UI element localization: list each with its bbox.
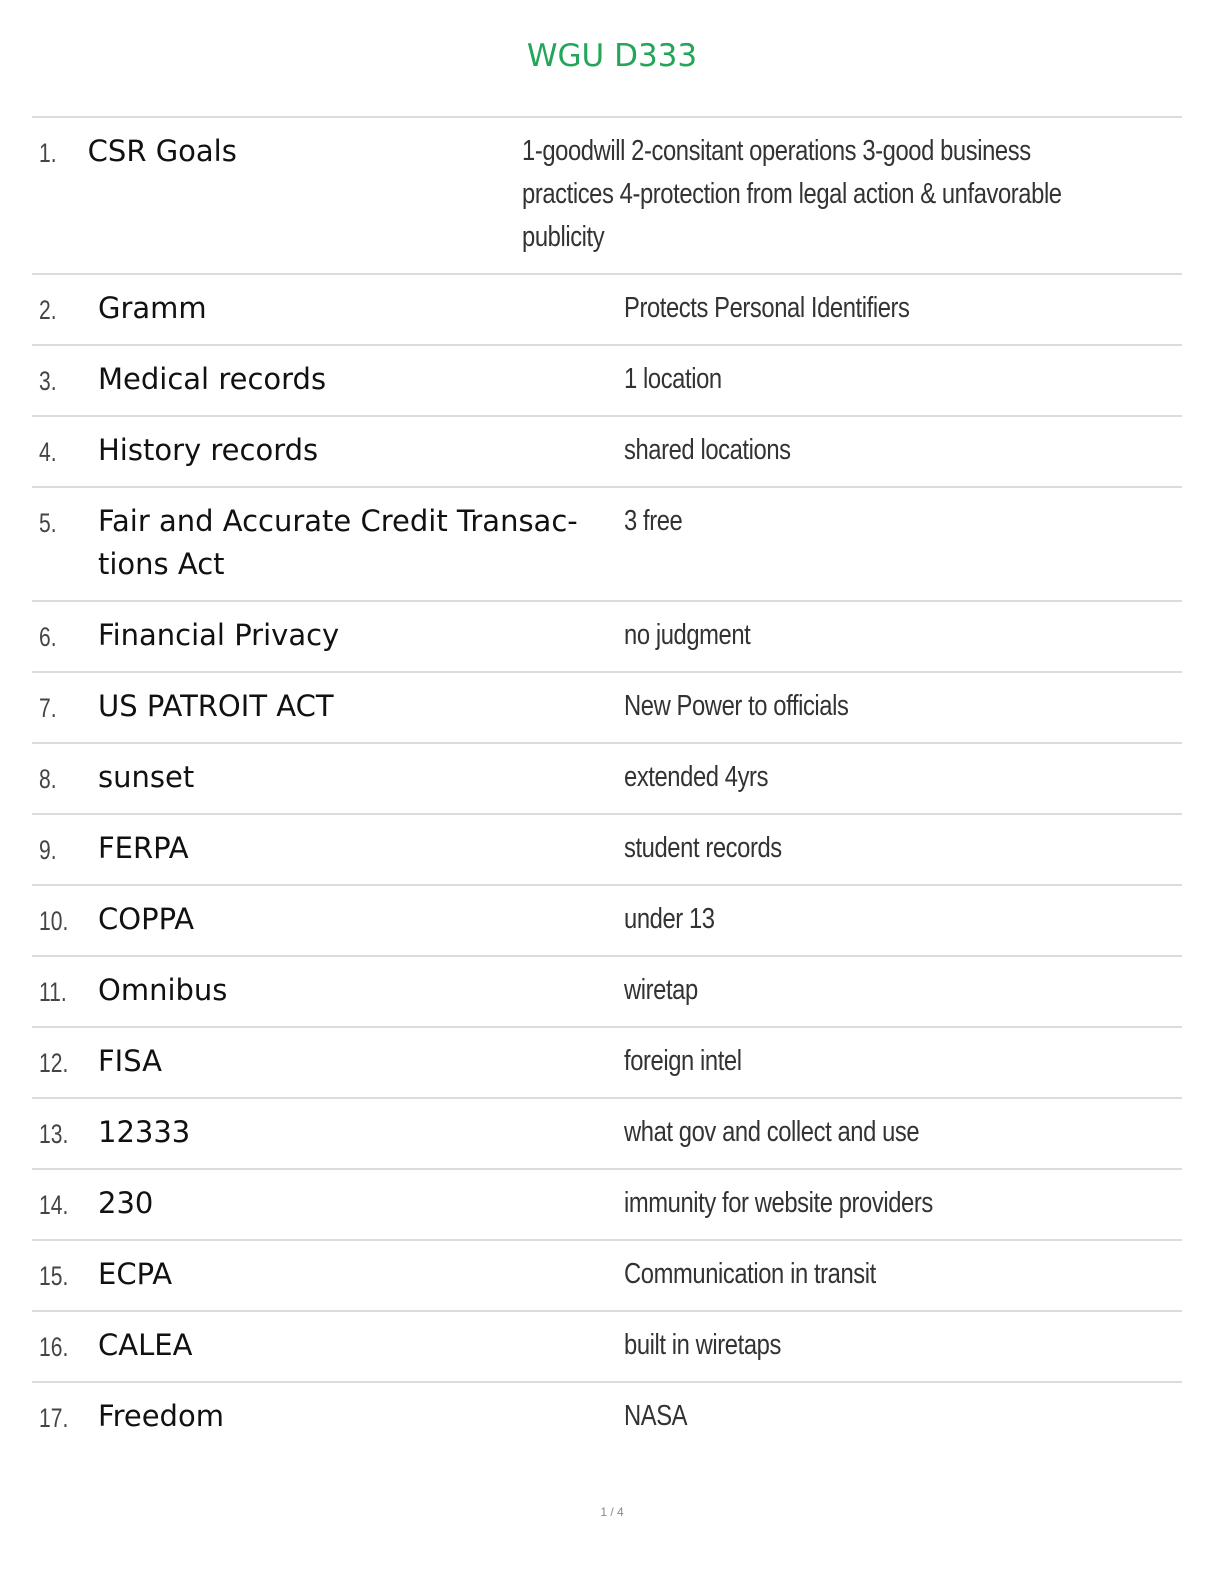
item-number: 17. xyxy=(39,1403,69,1433)
page-number: 1 / 4 xyxy=(600,1505,624,1519)
item-number: 8. xyxy=(39,764,57,794)
list-item xyxy=(32,815,1182,886)
item-term: COPPA xyxy=(98,902,195,936)
item-definition: 3 free xyxy=(624,505,683,537)
item-number: 2. xyxy=(39,295,57,325)
item-number: 4. xyxy=(39,437,57,467)
item-definition: New Power to officials xyxy=(624,690,849,722)
list-item xyxy=(32,744,1182,815)
item-term: Fair and Accurate Credit Transac- tions Act xyxy=(98,504,578,581)
item-number: 1. xyxy=(39,138,57,168)
item-definition: shared locations xyxy=(624,434,791,466)
item-term: CALEA xyxy=(98,1328,193,1362)
item-number: 3. xyxy=(39,366,57,396)
list-item xyxy=(32,886,1182,957)
item-definition: built in wiretaps xyxy=(624,1329,781,1361)
list-item xyxy=(32,673,1182,744)
list-item xyxy=(32,602,1182,673)
list-item xyxy=(32,1312,1182,1383)
item-number: 7. xyxy=(39,693,57,723)
item-number: 6. xyxy=(39,622,57,652)
item-number: 13. xyxy=(39,1119,69,1149)
item-number: 14. xyxy=(39,1190,69,1220)
list-item xyxy=(32,1099,1182,1170)
item-term: US PATROIT ACT xyxy=(98,689,334,723)
item-definition: no judgment xyxy=(624,619,751,651)
item-definition: what gov and collect and use xyxy=(624,1116,920,1148)
item-definition: Protects Personal Identifiers xyxy=(624,292,910,324)
item-number: 5. xyxy=(39,508,57,538)
item-term: CSR Goals xyxy=(87,134,237,168)
list-item xyxy=(32,1028,1182,1099)
item-definition: 1-goodwill 2-consitant operations 3-good business practices 4-protection from legal action & unfavorable publicity xyxy=(522,135,1062,253)
page-title: WGU D333 xyxy=(526,38,698,74)
item-term: FERPA xyxy=(98,831,189,865)
item-term: Omnibus xyxy=(98,973,228,1007)
list-item xyxy=(32,275,1182,346)
item-term: FISA xyxy=(98,1044,163,1078)
item-definition: Communication in transit xyxy=(624,1258,876,1290)
list-item xyxy=(32,488,1182,602)
item-term: 12333 xyxy=(98,1115,191,1149)
item-definition: wiretap xyxy=(624,974,698,1006)
item-definition: NASA xyxy=(624,1400,688,1432)
item-number: 9. xyxy=(39,835,57,865)
item-number: 10. xyxy=(39,906,69,936)
item-term: ECPA xyxy=(98,1257,173,1291)
item-definition: extended 4yrs xyxy=(624,761,769,793)
list-item xyxy=(32,417,1182,488)
item-number: 12. xyxy=(39,1048,69,1078)
item-definition: foreign intel xyxy=(624,1045,742,1077)
list-item xyxy=(32,1170,1182,1241)
item-definition: 1 location xyxy=(624,363,722,395)
list-item xyxy=(32,1383,1182,1452)
item-term: sunset xyxy=(98,760,195,794)
list-item xyxy=(32,1241,1182,1312)
item-definition: immunity for website providers xyxy=(624,1187,933,1219)
item-number: 16. xyxy=(39,1332,69,1362)
item-definition: student records xyxy=(624,832,782,864)
item-term: Medical records xyxy=(98,362,327,396)
list-item xyxy=(32,346,1182,417)
item-term: History records xyxy=(98,433,319,467)
item-definition: under 13 xyxy=(624,903,715,935)
list-item xyxy=(32,118,1182,275)
item-term: Gramm xyxy=(98,291,207,325)
flashcard-list xyxy=(32,116,1182,1452)
item-term: 230 xyxy=(98,1186,154,1220)
list-item xyxy=(32,957,1182,1028)
item-term: Financial Privacy xyxy=(98,618,340,652)
item-number: 11. xyxy=(39,977,67,1007)
item-number: 15. xyxy=(39,1261,69,1291)
item-term: Freedom xyxy=(98,1399,224,1433)
